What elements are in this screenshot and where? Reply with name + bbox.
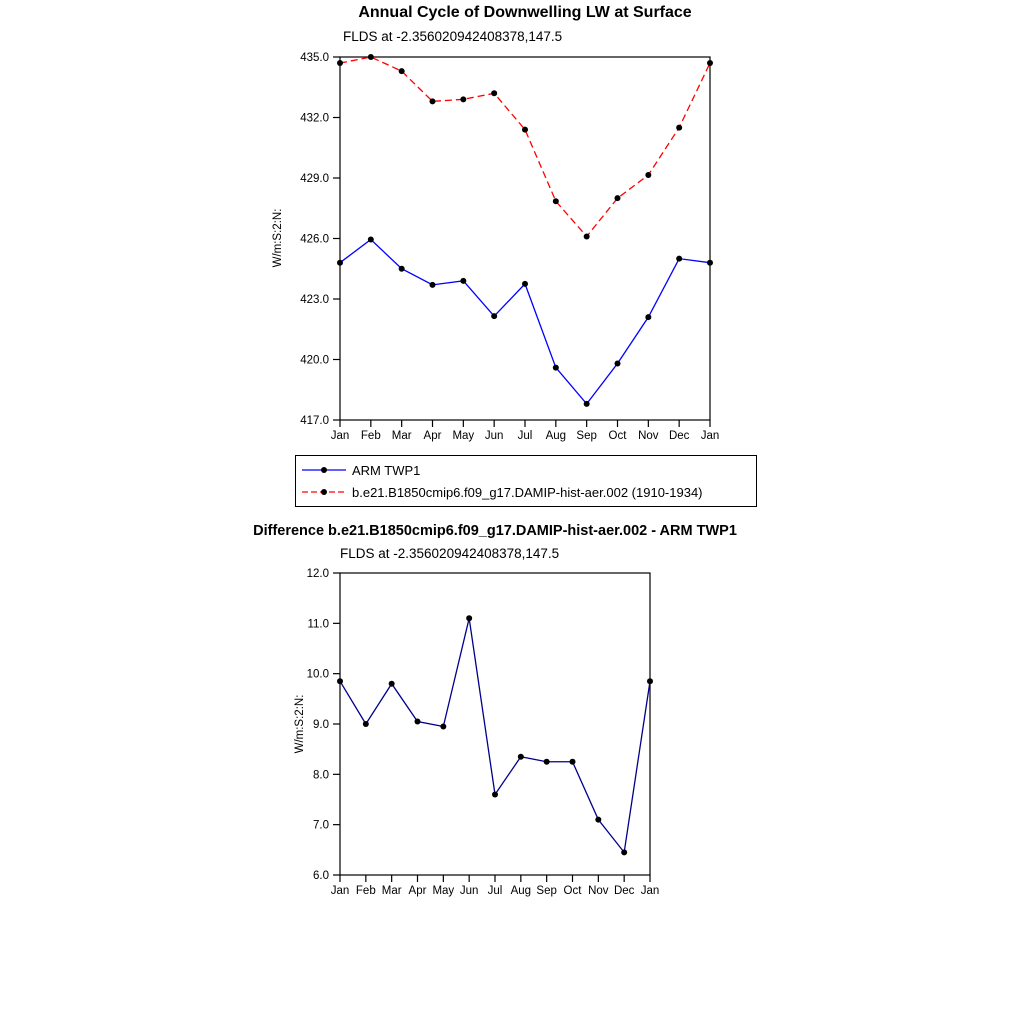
x-tick-label: Sep <box>536 885 557 897</box>
y-tick-label: 7.0 <box>313 819 329 832</box>
plot-frame <box>340 573 650 875</box>
data-point-marker <box>518 754 524 760</box>
data-point-marker <box>368 54 374 60</box>
data-point-marker <box>570 759 576 765</box>
top-chart-subtitle: FLDS at -2.356020942408378,147.5 <box>343 29 563 44</box>
legend-label: b.e21.B1850cmip6.f09_g17.DAMIP-hist-aer.002 (1910-1934) <box>352 484 703 500</box>
data-point-marker <box>337 60 343 66</box>
legend-item-arm-twp1 <box>300 459 756 481</box>
y-tick-label: 420.0 <box>300 354 329 367</box>
y-tick-label: 12.0 <box>306 568 329 580</box>
data-point-marker <box>337 260 343 266</box>
y-tick-label: 6.0 <box>313 870 329 882</box>
data-point-marker <box>440 724 446 730</box>
x-tick-label: Jul <box>487 885 503 897</box>
data-point-marker <box>544 759 550 765</box>
x-tick-label: Oct <box>608 430 627 442</box>
data-point-marker <box>430 282 436 288</box>
data-point-marker <box>389 681 395 687</box>
x-tick-label: Jan <box>700 430 720 442</box>
data-point-marker <box>584 401 590 407</box>
y-tick-label: 10.0 <box>306 668 329 681</box>
bottom-chart-title: Difference b.e21.B1850cmip6.f09_g17.DAMIP-hist-aer.002 - ARM TWP1 <box>253 523 737 539</box>
data-point-marker <box>553 365 559 371</box>
data-point-marker <box>595 817 601 823</box>
x-tick-label: May <box>452 430 475 442</box>
data-point-marker <box>399 266 405 272</box>
legend <box>295 455 757 507</box>
x-tick-label: Dec <box>668 430 690 442</box>
data-point-marker <box>615 195 621 201</box>
x-tick-label: Jan <box>330 885 350 897</box>
y-tick-label: 426.0 <box>300 233 329 246</box>
data-point-marker <box>522 127 528 133</box>
data-point-marker <box>676 125 682 131</box>
x-tick-label: Nov <box>588 885 609 897</box>
data-point-marker <box>460 278 466 284</box>
data-point-marker <box>645 314 651 320</box>
legend-marker-icon <box>321 467 327 473</box>
x-tick-label: Apr <box>423 430 442 442</box>
data-point-marker <box>522 281 528 287</box>
series-line <box>340 240 710 404</box>
data-point-marker <box>584 233 590 239</box>
data-point-marker <box>337 678 343 684</box>
x-tick-label: Sep <box>576 430 597 442</box>
y-tick-label: 9.0 <box>313 719 329 731</box>
data-point-marker <box>368 237 374 243</box>
x-tick-label: Mar <box>391 430 412 442</box>
data-point-marker <box>676 256 682 262</box>
x-tick-label: Feb <box>355 885 376 897</box>
top-chart-y-axis-label: W/m:S:2:N: <box>272 208 284 268</box>
x-tick-label: Nov <box>638 430 659 442</box>
top-line-chart <box>250 45 770 455</box>
y-tick-label: 417.0 <box>300 415 329 427</box>
y-tick-label: 423.0 <box>300 294 329 306</box>
data-point-marker <box>615 361 621 367</box>
bottom-chart-subtitle: FLDS at -2.356020942408378,147.5 <box>340 546 560 561</box>
x-tick-label: Aug <box>510 885 532 897</box>
x-tick-label: Jan <box>640 885 660 897</box>
legend-item-model <box>300 481 756 503</box>
data-point-marker <box>621 849 627 855</box>
data-point-marker <box>466 615 472 621</box>
y-tick-label: 432.0 <box>300 112 329 125</box>
legend-line-sample-solid <box>300 463 348 477</box>
series-line <box>340 618 650 852</box>
data-point-marker <box>491 313 497 319</box>
x-tick-label: Jan <box>330 430 350 442</box>
data-point-marker <box>491 90 497 96</box>
y-tick-label: 11.0 <box>307 618 329 631</box>
y-tick-label: 8.0 <box>313 769 329 782</box>
data-point-marker <box>415 718 421 724</box>
plot-frame <box>340 57 710 420</box>
legend-marker-icon <box>321 489 327 495</box>
series-line <box>340 57 710 236</box>
x-tick-label: May <box>432 885 455 897</box>
x-tick-label: Mar <box>381 885 402 897</box>
data-point-marker <box>645 172 651 178</box>
data-point-marker <box>647 678 653 684</box>
data-point-marker <box>492 791 498 797</box>
x-tick-label: Oct <box>563 885 582 897</box>
data-point-marker <box>707 60 713 66</box>
y-tick-label: 435.0 <box>300 52 329 64</box>
x-tick-label: Aug <box>545 430 567 442</box>
legend-line-sample-dashed <box>300 485 348 499</box>
data-point-marker <box>460 96 466 102</box>
data-point-marker <box>430 98 436 104</box>
x-tick-label: Feb <box>360 430 381 442</box>
y-tick-label: 429.0 <box>300 173 329 185</box>
x-tick-label: Jun <box>459 885 479 897</box>
data-point-marker <box>553 198 559 204</box>
data-point-marker <box>363 721 369 727</box>
legend-label: ARM TWP1 <box>352 462 421 478</box>
x-tick-label: Apr <box>408 885 427 897</box>
x-tick-label: Jul <box>517 430 533 442</box>
data-point-marker <box>707 260 713 266</box>
top-chart-title: Annual Cycle of Downwelling LW at Surface <box>358 4 692 21</box>
bottom-chart-y-axis-label: W/m:S:2:N: <box>294 694 306 754</box>
data-point-marker <box>399 68 405 74</box>
x-tick-label: Dec <box>613 885 635 897</box>
bottom-line-chart <box>250 563 710 903</box>
x-tick-label: Jun <box>484 430 504 442</box>
